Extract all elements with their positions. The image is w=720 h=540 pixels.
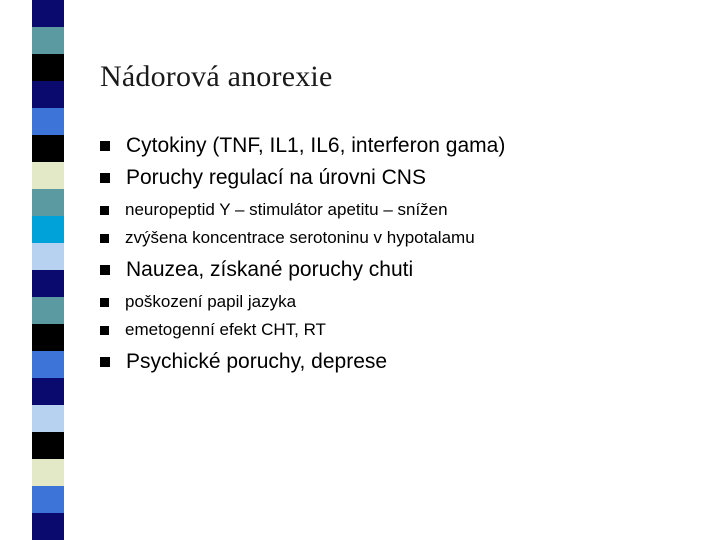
bullet-item xyxy=(100,320,326,340)
bullet-item xyxy=(100,292,296,312)
bullet-text: neuropeptid Y – stimulátor apetitu – snížen xyxy=(125,200,448,219)
square-bullet-icon xyxy=(100,206,109,215)
bullet-item xyxy=(100,258,413,282)
strip-block xyxy=(32,486,64,513)
bullet-text: emetogenní efekt CHT, RT xyxy=(125,320,326,339)
strip-block xyxy=(32,0,64,27)
strip-block xyxy=(32,378,64,405)
strip-block xyxy=(32,216,64,243)
square-bullet-icon xyxy=(100,234,109,243)
bullet-text: zvýšena koncentrace serotoninu v hypotalamu xyxy=(125,228,475,247)
bullet-item xyxy=(100,200,448,220)
bullet-text: Nauzea, získané poruchy chuti xyxy=(126,258,414,281)
strip-block xyxy=(32,270,64,297)
bullet-item xyxy=(100,228,475,248)
strip-block xyxy=(32,459,64,486)
strip-block xyxy=(32,432,64,459)
strip-block xyxy=(32,297,64,324)
strip-block xyxy=(32,405,64,432)
strip-block xyxy=(32,108,64,135)
bullet-item xyxy=(100,166,426,190)
square-bullet-icon xyxy=(100,265,110,275)
square-bullet-icon xyxy=(100,173,110,183)
bullet-text: Cytokiny (TNF, IL1, IL6, interferon gama) xyxy=(126,134,506,157)
strip-block xyxy=(32,324,64,351)
strip-block xyxy=(32,27,64,54)
strip-block xyxy=(32,54,64,81)
slide-title: Nádorová anorexie xyxy=(100,60,333,93)
bullet-text: Poruchy regulací na úrovni CNS xyxy=(126,166,426,189)
strip-block xyxy=(32,351,64,378)
square-bullet-icon xyxy=(100,326,109,335)
square-bullet-icon xyxy=(100,141,110,151)
bullet-text: Psychické poruchy, deprese xyxy=(126,350,388,373)
bullet-text: poškození papil jazyka xyxy=(125,292,297,311)
strip-block xyxy=(32,189,64,216)
strip-block xyxy=(32,135,64,162)
bullet-item xyxy=(100,134,505,158)
strip-block xyxy=(32,243,64,270)
decorative-color-strip xyxy=(32,0,64,540)
strip-block xyxy=(32,513,64,540)
bullet-item xyxy=(100,350,387,374)
strip-block xyxy=(32,81,64,108)
strip-block xyxy=(32,162,64,189)
square-bullet-icon xyxy=(100,357,110,367)
square-bullet-icon xyxy=(100,298,109,307)
